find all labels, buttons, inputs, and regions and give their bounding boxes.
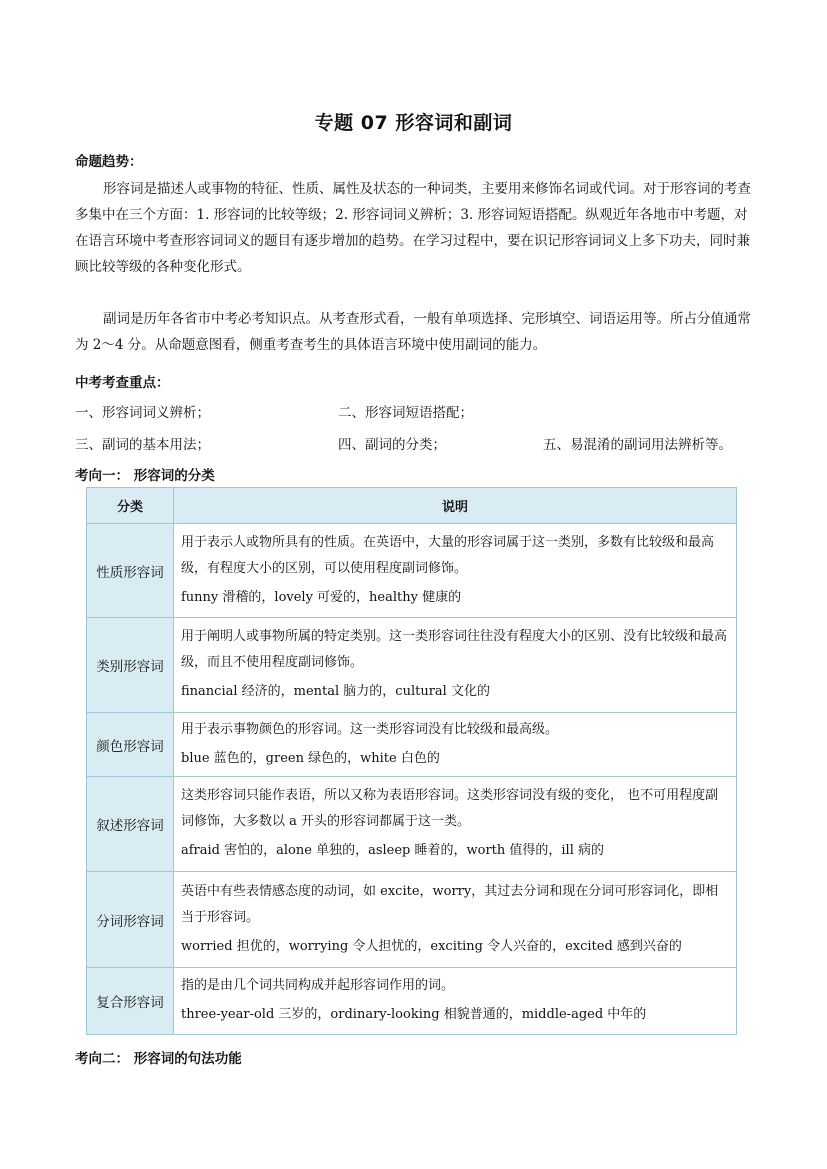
header-description: 说明 [174,488,737,524]
table-row [87,872,737,968]
trend-heading: 命题趋势： [75,154,143,170]
trend-paragraph-adjectives: 形容词是描述人或事物的特征、性质、属性及状态的一种词类，主要用来修饰名词或代词。对于形容词的考查多集中在三个方面：1. 形容词的比较等级；2. 形容词词义辨析；3. 形容词短语搭配。纵观近年各地市中考题，对在语言环境中考查形容词词义的题目有逐步增加的趋势。在学习过程中，要在识记形容词词义上多下功夫，同时兼顾比较等级的各种变化形式。 [75,181,751,275]
table-header-row [87,488,737,524]
examples-text: funny 滑稽的，lovely 可爱的，healthy 健康的 [181,589,462,605]
key-point-item: 一、形容词词义辨析； [75,405,210,421]
examples-text: afraid 害怕的，alone 单独的，asleep 睡着的，worth 值得的，ill 病的 [181,843,604,858]
category-cell: 叙述形容词 [87,777,174,872]
description-cell [174,777,737,872]
key-point-item: 四、副词的分类； [338,437,446,453]
category-cell: 性质形容词 [87,524,174,618]
table-row [87,968,737,1035]
header-category: 分类 [87,488,174,524]
examples-text: blue 蓝色的，green 绿色的，white 白色的 [181,750,440,766]
table-row [87,777,737,872]
description-text: 英语中有些表情感态度的动词，如 excite，worry，其过去分词和现在分词可形容词化，即相当于形容词。 [181,883,719,925]
category-cell: 复合形容词 [87,968,174,1035]
section1-heading: 考向一： 形容词的分类 [75,468,215,484]
description-text: 用于表示事物颜色的形容词。这一类形容词没有比较级和最高级。 [181,721,559,737]
section2-heading: 考向二： 形容词的句法功能 [75,1051,242,1067]
description-text: 指的是由几个词共同构成并起形容词作用的词。 [181,978,455,993]
examples-text: worried 担优的，worrying 令人担忧的，exciting 令人兴奋的，excited 感到兴奋的 [181,938,682,954]
category-cell: 颜色形容词 [87,713,174,777]
description-cell [174,524,737,618]
description-cell [174,713,737,777]
table-row [87,713,737,777]
key-point-item: 五、易混淆的副词用法辨析等。 [543,437,732,453]
category-cell: 分词形容词 [87,872,174,968]
key-points-heading: 中考考查重点： [75,375,170,391]
key-point-item: 二、形容词短语搭配； [338,405,473,421]
category-cell: 类别形容词 [87,618,174,713]
description-cell [174,968,737,1035]
description-text: 用于表示人或物所具有的性质。在英语中，大量的形容词属于这一类别，多数有比较级和最高级，有程度大小的区别，可以使用程度副词修饰。 [181,534,715,576]
description-cell [174,618,737,713]
table-row [87,524,737,618]
description-text: 用于阐明人或事物所属的特定类别。这一类形容词往往没有程度大小的区别、没有比较级和最高级，而且不使用程度副词修饰。 [181,629,728,670]
examples-text: financial 经济的，mental 脑力的，cultural 文化的 [181,684,490,699]
key-point-item: 三、副词的基本用法； [75,437,210,453]
table-row [87,618,737,713]
examples-text: three-year-old 三岁的，ordinary-looking 相貌普通的，middle-aged 中年的 [181,1007,647,1022]
trend-paragraph-adverbs: 副词是历年各省市中考必考知识点。从考查形式看，一般有单项选择、完形填空、词语运用等。所占分值通常为 2～4 分。从命题意图看，侧重考查考生的具体语言环境中使用副词的能力。 [75,311,751,353]
adjective-classification-table [86,487,737,1035]
description-text: 这类形容词只能作表语，所以又称为表语形容词。这类形容词没有级的变化， 也不可用程度副词修饰，大多数以 a 开头的形容词都属于这一类。 [181,788,719,829]
description-cell [174,872,737,968]
page-title: 专题 07 形容词和副词 [314,112,513,134]
